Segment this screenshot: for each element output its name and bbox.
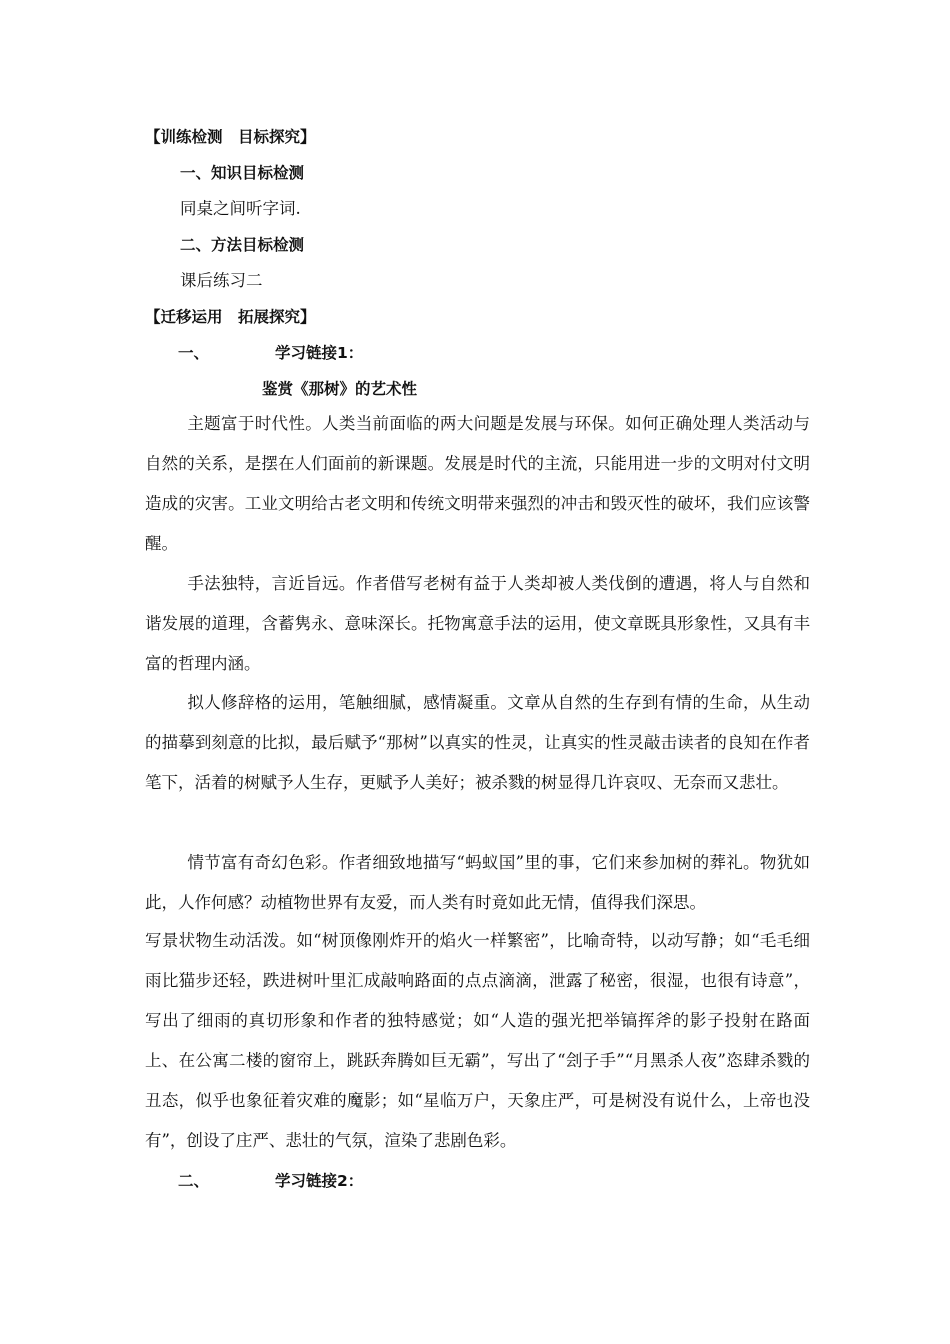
link1-number: 一、 <box>178 344 210 362</box>
paragraph-theme: 主题富于时代性。人类当前面临的两大问题是发展与环保。如何正确处理人类活动与自然的关系，是摆在人们面前的新课题。发展是时代的主流，只能用进一步的文明对付文明造成的灾害。工业文明给古老文明和传统文明带来强烈的冲击和毁灭性的破坏，我们应该警醒。 <box>145 414 810 553</box>
link1-heading <box>178 343 843 363</box>
transfer-heading: 【迁移运用 拓展探究】 <box>145 308 316 326</box>
knowledge-text: 同桌之间听字词. <box>180 199 301 218</box>
link1-title: 鉴赏《那树》的艺术性 <box>262 380 418 398</box>
training-heading: 【训练检测 目标探究】 <box>145 128 316 146</box>
link1-label: 学习链接1： <box>275 344 364 362</box>
method-text: 课后练习二 <box>180 271 263 290</box>
paragraph-technique: 手法独特，言近旨远。作者借写老树有益于人类却被人类伐倒的遭遇，将人与自然和谐发展的道理，含蓄隽永、意味深长。托物寓意手法的运用，使文章既具形象性，又具有丰富的哲理内涵。 <box>145 574 810 673</box>
link2-label: 学习链接2： <box>275 1172 364 1190</box>
method-heading: 二、方法目标检测 <box>180 236 305 254</box>
link2-number: 二、 <box>178 1172 210 1190</box>
knowledge-heading: 一、知识目标检测 <box>180 164 305 182</box>
paragraph-personification: 拟人修辞格的运用，笔触细腻，感情凝重。文章从自然的生存到有情的生命，从生动的描摹到刻意的比拟，最后赋予“那树”以真实的性灵，让真实的性灵敲击读者的良知在作者笔下，活着的树赋予人生存，更赋予人美好；被杀戮的树显得几许哀叹、无奈而又悲壮。 <box>145 693 810 792</box>
link2-heading <box>178 1171 843 1191</box>
paragraph-plot: 情节富有奇幻色彩。作者细致地描写“蚂蚁国”里的事，它们来参加树的葬礼。物犹如此，人作何感？动植物世界有友爱，而人类有时竟如此无情，值得我们深思。 <box>145 853 810 912</box>
paragraph-scenery: 写景状物生动活泼。如“树顶像刚炸开的焰火一样繁密”，比喻奇特，以动写静；如“毛毛细雨比猫步还轻，跌进树叶里汇成敲响路面的点点滴滴，泄露了秘密，很湿，也很有诗意”，写出了细雨的真切形象和作者的独特感觉；如“人造的强光把举镐挥斧的影子投射在路面上、在公寓二楼的窗帘上，跳跃奔腾如巨无霸”，写出了“刽子手”“月黑杀人夜”恣肆杀戮的丑态，似乎也象征着灾难的魔影；如“星临万户，天象庄严，可是树没有说什么，上帝也没有”，创设了庄严、悲壮的气氛，渲染了悲剧色彩。 <box>145 931 810 1150</box>
